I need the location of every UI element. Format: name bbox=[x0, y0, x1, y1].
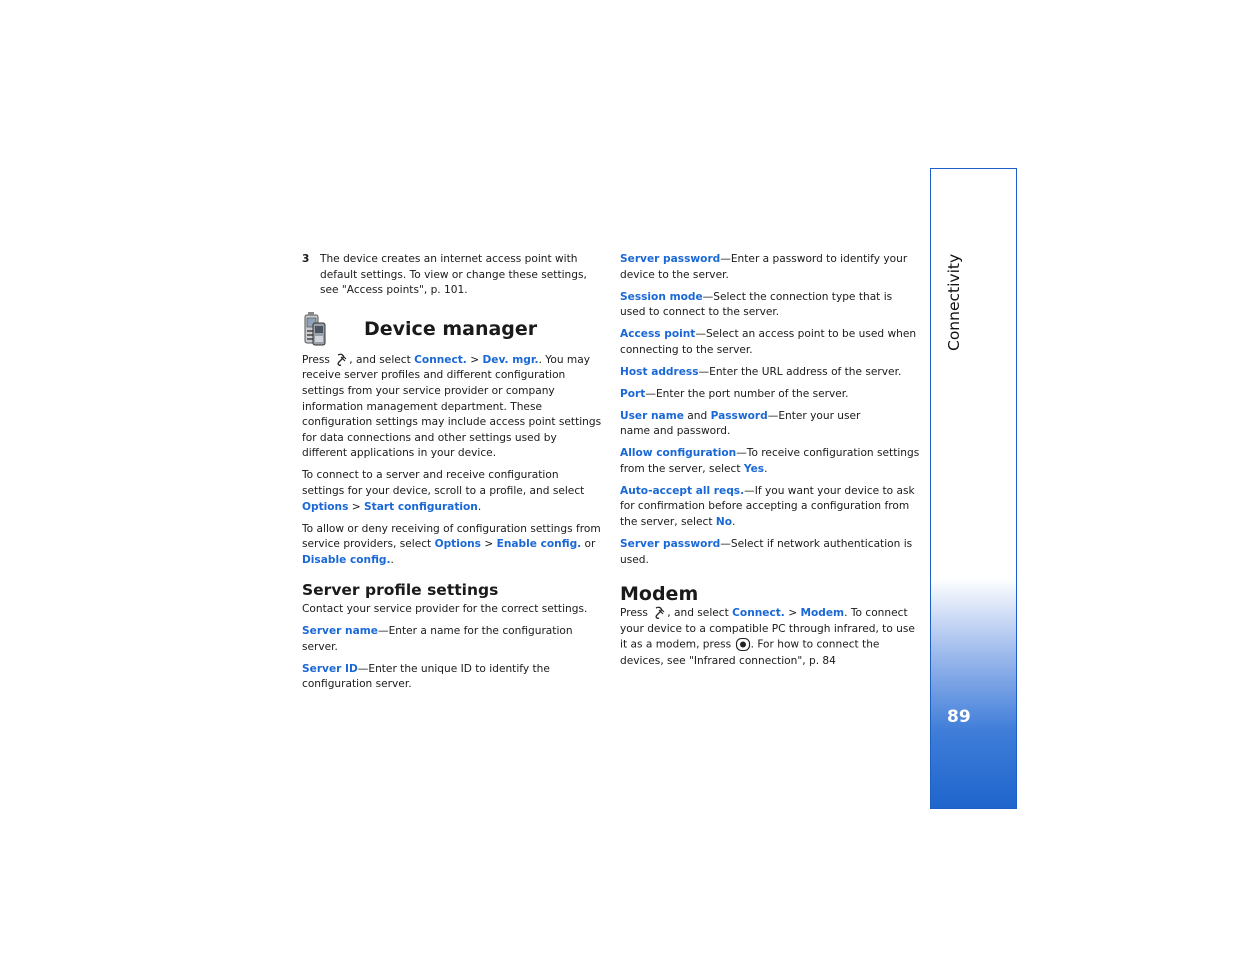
text-fragment: > bbox=[348, 500, 365, 513]
text-fragment: > bbox=[480, 538, 497, 551]
device-manager-paragraph-2 bbox=[302, 468, 604, 515]
setting-desc: —If you want your device to ask for confirmation before accepting a configuration from the server, select bbox=[620, 484, 915, 529]
setting-item-server-auth bbox=[620, 537, 920, 568]
setting-desc: —To receive configuration settings from the server, select bbox=[620, 447, 920, 475]
device-manager-icon bbox=[302, 311, 328, 347]
text-fragment: . bbox=[477, 500, 482, 513]
setting-term[interactable]: Session mode bbox=[620, 290, 703, 303]
setting-item-user-name-password bbox=[620, 409, 880, 440]
setting-term[interactable]: Allow configuration bbox=[620, 447, 737, 460]
device-manager-header bbox=[302, 309, 604, 349]
section-title-text: Connectivity bbox=[945, 253, 963, 351]
setting-desc: —Select an access point to be used when connecting to the server. bbox=[620, 328, 917, 356]
setting-value-yes[interactable]: Yes bbox=[743, 462, 765, 475]
setting-value-no[interactable]: No bbox=[715, 516, 733, 529]
setting-item-auto-accept bbox=[620, 484, 920, 531]
chapter-tab bbox=[930, 168, 1017, 809]
setting-item-allow-configuration bbox=[620, 446, 920, 477]
text-fragment: > bbox=[784, 607, 801, 620]
device-manager-paragraph-3 bbox=[302, 522, 604, 569]
setting-term[interactable]: Host address bbox=[620, 365, 699, 378]
setting-item-port bbox=[620, 387, 920, 403]
setting-term[interactable]: Server ID bbox=[302, 662, 358, 675]
setting-term-password[interactable]: Password bbox=[710, 409, 768, 422]
text-fragment: . To connect your device to a compatible PC through infrared, to use it as a modem, press bbox=[620, 607, 915, 651]
menu-link-connect[interactable]: Connect. bbox=[414, 353, 467, 366]
menu-link-modem[interactable]: Modem bbox=[800, 607, 845, 620]
setting-item-host-address bbox=[620, 365, 920, 381]
setting-item-session-mode bbox=[620, 290, 920, 321]
setting-desc: —Enter your user name and password. bbox=[620, 409, 861, 438]
setting-desc: —Enter the URL address of the server. bbox=[698, 365, 902, 378]
setting-item-server-id bbox=[302, 662, 604, 693]
step-number: 3 bbox=[302, 253, 310, 265]
left-column bbox=[302, 252, 604, 699]
menu-link-options[interactable]: Options bbox=[434, 538, 481, 551]
menu-link-enable-config[interactable]: Enable config. bbox=[496, 538, 582, 551]
modem-paragraph bbox=[620, 606, 920, 669]
setting-term[interactable]: Server name bbox=[302, 625, 378, 638]
setting-term-user-name[interactable]: User name bbox=[620, 409, 684, 422]
setting-desc: —Select if network authentication is used. bbox=[620, 538, 913, 566]
server-profile-heading: Server profile settings bbox=[302, 581, 499, 600]
text-fragment: . bbox=[390, 553, 394, 566]
setting-item-server-name bbox=[302, 624, 604, 655]
device-manager-paragraph-1 bbox=[302, 353, 604, 462]
device-manager-heading: Device manager bbox=[364, 317, 538, 340]
menu-link-disable-config[interactable]: Disable config. bbox=[302, 553, 391, 566]
step-text: The device creates an internet access point with default settings. To view or change these settings, see "Access points", p. 101. bbox=[320, 253, 587, 297]
setting-term[interactable]: Port bbox=[620, 387, 646, 400]
modem-heading: Modem bbox=[620, 583, 699, 606]
step-3 bbox=[302, 252, 604, 299]
right-column bbox=[620, 252, 920, 675]
text-fragment: To allow or deny receiving of configuration settings from service providers, select bbox=[302, 522, 601, 551]
joystick-key-icon bbox=[735, 637, 751, 652]
text-fragment: and bbox=[683, 409, 711, 422]
text-fragment: , and select bbox=[349, 353, 415, 366]
text-fragment: > bbox=[466, 353, 483, 366]
menu-key-icon bbox=[333, 353, 349, 367]
setting-desc: —Enter a name for the configuration server. bbox=[302, 625, 573, 653]
setting-desc: —Select the connection type that is used to connect to the server. bbox=[620, 290, 893, 319]
setting-desc: —Enter a password to identify your device to the server. bbox=[620, 253, 908, 281]
text-fragment: . You may receive server profiles and different configuration settings from your service provider or company information management department. These configuration settings may include access point settings for data connections and other settings used by different applications in your device. bbox=[302, 353, 602, 460]
page-number: 89 bbox=[947, 707, 971, 727]
setting-item-server-password bbox=[620, 252, 920, 283]
text-fragment: . bbox=[764, 462, 768, 475]
menu-link-connect[interactable]: Connect. bbox=[732, 607, 785, 620]
setting-term[interactable]: Server password bbox=[620, 538, 721, 551]
text-fragment: , and select bbox=[667, 607, 733, 620]
server-profile-intro: Contact your service provider for the correct settings. bbox=[302, 603, 588, 616]
setting-item-access-point bbox=[620, 327, 920, 358]
text-fragment: . For how to connect the devices, see "Infrared connection", p. 84 bbox=[620, 638, 880, 667]
text-fragment: To connect to a server and receive configuration settings for your device, scroll to a profile, and select bbox=[302, 469, 585, 497]
menu-link-start-configuration[interactable]: Start configuration bbox=[364, 500, 478, 513]
setting-desc: —Enter the port number of the server. bbox=[645, 387, 849, 400]
menu-link-dev-mgr[interactable]: Dev. mgr. bbox=[482, 353, 539, 366]
menu-link-options[interactable]: Options bbox=[302, 500, 349, 513]
text-fragment: Press bbox=[302, 353, 334, 366]
text-fragment: . bbox=[732, 516, 736, 529]
text-fragment: Press bbox=[620, 607, 652, 620]
setting-desc: —Enter the unique ID to identify the configuration server. bbox=[302, 662, 550, 691]
setting-term[interactable]: Auto-accept all reqs. bbox=[620, 484, 745, 497]
menu-key-icon bbox=[651, 606, 667, 620]
text-fragment: or bbox=[581, 538, 596, 551]
setting-term[interactable]: Access point bbox=[620, 328, 696, 341]
setting-term[interactable]: Server password bbox=[620, 253, 721, 265]
